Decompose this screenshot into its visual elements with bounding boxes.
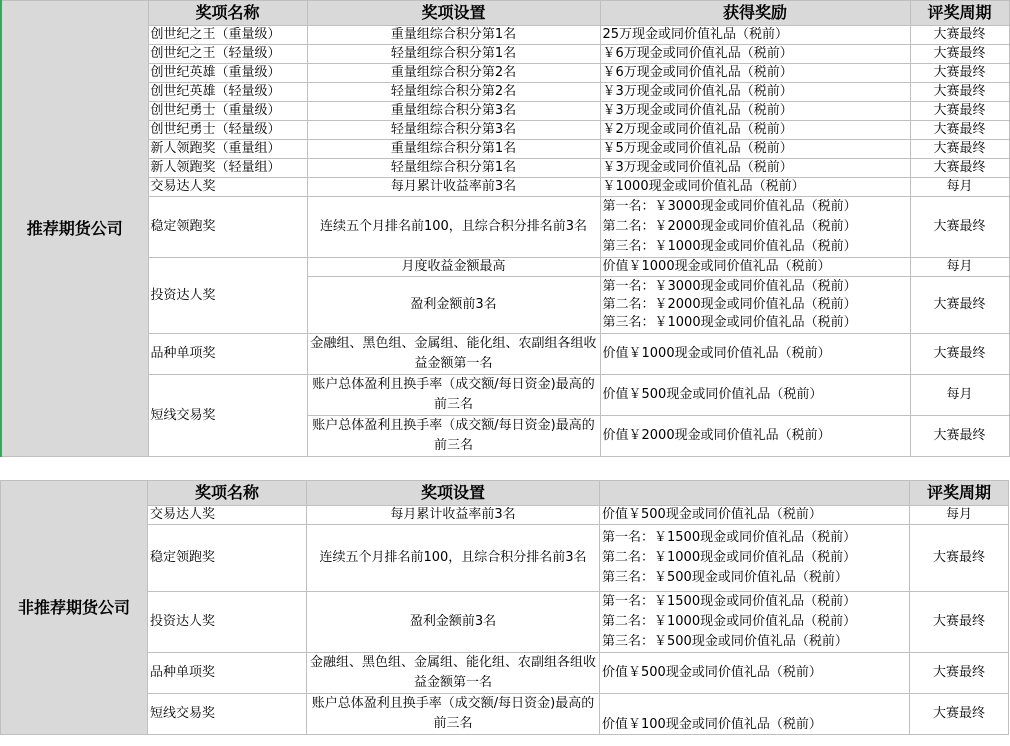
award-name[interactable]: 创世纪勇士（轻量级） xyxy=(148,121,307,140)
header-cycle[interactable]: 评奖周期 xyxy=(910,1,1009,26)
award-setting[interactable]: 账户总体盈利且换手率（成交额/每日资金)最高的前三名 xyxy=(307,416,600,457)
table-row xyxy=(1,83,1009,102)
award-setting[interactable]: 月度收益金额最高 xyxy=(307,258,600,277)
award-cycle[interactable]: 每月 xyxy=(910,258,1009,277)
reward-line-3: 第三名：￥1000现金或同价值礼品（税前） xyxy=(602,315,857,330)
table-row xyxy=(1,375,1009,416)
award-reward[interactable] xyxy=(600,525,910,592)
award-setting[interactable]: 盈利金额前3名 xyxy=(307,277,600,334)
award-setting[interactable]: 每月累计收益率前3名 xyxy=(307,506,600,525)
table-row xyxy=(1,102,1009,121)
header-reward[interactable] xyxy=(600,481,910,506)
award-setting[interactable]: 重量组综合积分第1名 xyxy=(307,140,600,159)
award-name[interactable]: 创世纪英雄（轻量级） xyxy=(148,83,307,102)
table-row xyxy=(1,159,1009,178)
award-name[interactable]: 短线交易奖 xyxy=(148,375,307,457)
award-name[interactable]: 交易达人奖 xyxy=(148,178,307,197)
reward-line-3: 第三名：￥1000现金或同价值礼品（税前） xyxy=(602,239,857,254)
award-cycle[interactable]: 大赛最终 xyxy=(910,334,1009,375)
award-name[interactable]: 品种单项奖 xyxy=(148,334,307,375)
table-row xyxy=(1,592,1009,653)
award-reward[interactable]: ￥2万现金或同价值礼品（税前） xyxy=(600,121,910,140)
reward-line-1: 第一名：￥3000现金或同价值礼品（税前） xyxy=(602,199,857,214)
award-cycle[interactable]: 大赛最终 xyxy=(910,140,1009,159)
header-award-name[interactable]: 奖项名称 xyxy=(148,1,307,26)
header-award-name[interactable]: 奖项名称 xyxy=(148,481,307,506)
reward-line-2: 第二名：￥2000现金或同价值礼品（税前） xyxy=(602,297,857,312)
award-cycle[interactable]: 大赛最终 xyxy=(910,45,1009,64)
award-reward[interactable]: 价值￥1000现金或同价值礼品（税前） xyxy=(600,334,910,375)
award-reward[interactable] xyxy=(600,197,910,258)
award-name[interactable]: 创世纪之王（轻量级） xyxy=(148,45,307,64)
reward-line-1: 第一名：￥1500现金或同价值礼品（税前） xyxy=(602,594,857,609)
award-reward[interactable]: ￥6万现金或同价值礼品（税前） xyxy=(600,64,910,83)
table-row xyxy=(1,258,1009,277)
award-cycle[interactable]: 大赛最终 xyxy=(910,102,1009,121)
award-cycle[interactable]: 大赛最终 xyxy=(910,26,1009,45)
award-reward[interactable]: 价值￥100现金或同价值礼品（税前） xyxy=(600,694,910,735)
award-setting[interactable]: 轻量组综合积分第2名 xyxy=(307,83,600,102)
award-reward[interactable]: ￥3万现金或同价值礼品（税前） xyxy=(600,83,910,102)
table-row xyxy=(1,140,1009,159)
award-cycle[interactable]: 大赛最终 xyxy=(910,694,1009,735)
award-setting[interactable]: 账户总体盈利且换手率（成交额/每日资金)最高的前三名 xyxy=(307,694,600,735)
award-name[interactable]: 创世纪之王（重量级） xyxy=(148,26,307,45)
award-cycle[interactable]: 大赛最终 xyxy=(910,653,1009,694)
award-reward[interactable]: 价值￥500现金或同价值礼品（税前） xyxy=(600,653,910,694)
table-row xyxy=(1,506,1009,525)
award-cycle[interactable]: 大赛最终 xyxy=(910,416,1009,457)
header-reward[interactable]: 获得奖励 xyxy=(600,1,910,26)
award-name[interactable]: 新人领跑奖（轻量组） xyxy=(148,159,307,178)
table-row xyxy=(1,334,1009,375)
reward-line-1: 第一名：￥3000现金或同价值礼品（税前） xyxy=(602,279,857,294)
table-row xyxy=(1,178,1009,197)
header-row xyxy=(1,1,1009,26)
award-name[interactable]: 稳定领跑奖 xyxy=(148,525,307,592)
award-name[interactable]: 短线交易奖 xyxy=(148,694,307,735)
group-label-nonrecommended[interactable]: 非推荐期货公司 xyxy=(1,481,148,735)
award-setting[interactable]: 盈利金额前3名 xyxy=(307,592,600,653)
award-setting[interactable]: 轻量组综合积分第1名 xyxy=(307,45,600,64)
award-name[interactable]: 品种单项奖 xyxy=(148,653,307,694)
award-cycle[interactable]: 大赛最终 xyxy=(910,525,1009,592)
award-reward[interactable] xyxy=(600,277,910,334)
award-reward[interactable]: 价值￥500现金或同价值礼品（税前） xyxy=(600,375,910,416)
award-setting[interactable]: 轻量组综合积分第1名 xyxy=(307,159,600,178)
award-cycle[interactable]: 大赛最终 xyxy=(910,197,1009,258)
award-reward[interactable]: 价值￥1000现金或同价值礼品（税前） xyxy=(600,258,910,277)
award-cycle[interactable]: 大赛最终 xyxy=(910,277,1009,334)
table-row xyxy=(1,121,1009,140)
award-reward[interactable]: 25万现金或同价值礼品（税前） xyxy=(600,26,910,45)
award-cycle[interactable]: 每月 xyxy=(910,375,1009,416)
table-row xyxy=(1,45,1009,64)
award-cycle[interactable]: 大赛最终 xyxy=(910,592,1009,653)
award-name[interactable]: 创世纪英雄（重量级） xyxy=(148,64,307,83)
table-row xyxy=(1,525,1009,592)
table-row xyxy=(1,26,1009,45)
award-reward[interactable]: ￥6万现金或同价值礼品（税前） xyxy=(600,45,910,64)
award-setting[interactable]: 金融组、黑色组、金属组、能化组、农副组各组收益金额第一名 xyxy=(307,334,600,375)
award-cycle[interactable]: 大赛最终 xyxy=(910,121,1009,140)
award-reward[interactable]: ￥5万现金或同价值礼品（税前） xyxy=(600,140,910,159)
header-cycle[interactable]: 评奖周期 xyxy=(910,481,1009,506)
award-setting[interactable]: 重量组综合积分第3名 xyxy=(307,102,600,121)
award-setting[interactable]: 账户总体盈利且换手率（成交额/每日资金)最高的前三名 xyxy=(307,375,600,416)
table-row xyxy=(1,653,1009,694)
award-cycle[interactable]: 大赛最终 xyxy=(910,64,1009,83)
award-name[interactable]: 创世纪勇士（重量级） xyxy=(148,102,307,121)
award-cycle[interactable]: 大赛最终 xyxy=(910,83,1009,102)
award-name[interactable]: 投资达人奖 xyxy=(148,258,307,334)
award-setting[interactable]: 重量组综合积分第2名 xyxy=(307,64,600,83)
table-row xyxy=(1,694,1009,735)
award-setting[interactable]: 连续五个月排名前100，且综合积分排名前3名 xyxy=(307,197,600,258)
award-name[interactable]: 稳定领跑奖 xyxy=(148,197,307,258)
reward-line-3: 第三名：￥500现金或同价值礼品（税前） xyxy=(602,570,848,585)
award-reward[interactable] xyxy=(600,592,910,653)
award-reward[interactable]: ￥3万现金或同价值礼品（税前） xyxy=(600,102,910,121)
reward-line-2: 第二名：￥2000现金或同价值礼品（税前） xyxy=(602,219,857,234)
header-award-setting[interactable]: 奖项设置 xyxy=(307,1,600,26)
award-cycle[interactable]: 每月 xyxy=(910,178,1009,197)
group-label-recommended[interactable]: 推荐期货公司 xyxy=(1,1,148,457)
table-row xyxy=(1,64,1009,83)
awards-table-nonrecommended xyxy=(0,480,1009,735)
award-reward[interactable]: ￥3万现金或同价值礼品（税前） xyxy=(600,159,910,178)
award-reward[interactable]: 价值￥500现金或同价值礼品（税前） xyxy=(600,506,910,525)
table-row xyxy=(1,197,1009,258)
header-award-setting[interactable]: 奖项设置 xyxy=(307,481,600,506)
reward-line-2: 第二名：￥1000现金或同价值礼品（税前） xyxy=(602,550,857,565)
award-setting[interactable]: 金融组、黑色组、金属组、能化组、农副组各组收益金额第一名 xyxy=(307,653,600,694)
award-setting[interactable]: 重量组综合积分第1名 xyxy=(307,26,600,45)
award-setting[interactable]: 每月累计收益率前3名 xyxy=(307,178,600,197)
award-name[interactable]: 新人领跑奖（重量组） xyxy=(148,140,307,159)
reward-line-1: 第一名：￥1500现金或同价值礼品（税前） xyxy=(602,530,857,545)
award-name[interactable]: 交易达人奖 xyxy=(148,506,307,525)
reward-line-3: 第三名：￥500现金或同价值礼品（税前） xyxy=(602,634,848,649)
header-row xyxy=(1,481,1009,506)
reward-line-2: 第二名：￥1000现金或同价值礼品（税前） xyxy=(602,614,857,629)
award-name[interactable]: 投资达人奖 xyxy=(148,592,307,653)
award-setting[interactable]: 连续五个月排名前100，且综合积分排名前3名 xyxy=(307,525,600,592)
award-setting[interactable]: 轻量组综合积分第3名 xyxy=(307,121,600,140)
award-reward[interactable]: 价值￥2000现金或同价值礼品（税前） xyxy=(600,416,910,457)
award-cycle[interactable]: 每月 xyxy=(910,506,1009,525)
award-reward[interactable]: ￥1000现金或同价值礼品（税前） xyxy=(600,178,910,197)
award-cycle[interactable]: 大赛最终 xyxy=(910,159,1009,178)
